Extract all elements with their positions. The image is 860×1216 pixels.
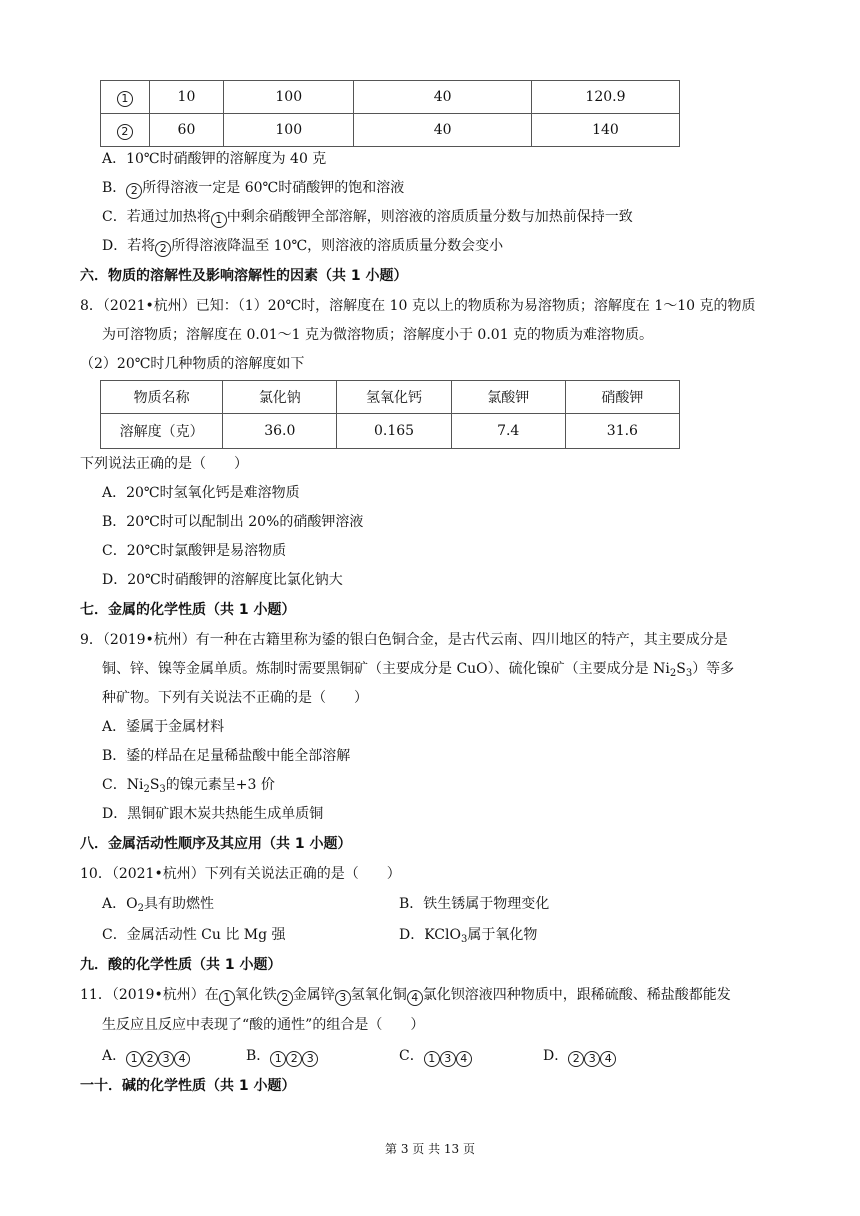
solubility-table (100, 380, 680, 449)
section-heading: 七．金属的化学性质（共 1 小题） (80, 602, 296, 618)
table-cell: 40 (354, 81, 532, 114)
circled-number: 3 (302, 1051, 318, 1067)
q10-stem: 10．（2021•杭州）下列有关说法正确的是（ ） (80, 866, 401, 882)
q9-option-d: D．黑铜矿跟木炭共热能生成单质铜 (102, 806, 324, 822)
circled-number: 4 (456, 1051, 472, 1067)
q8-stem-line1: 8．（2021•杭州）已知：（1）20℃时，溶解度在 10 克以上的物质称为易溶物质；溶解度在 1～10 克的物质 (80, 298, 756, 314)
q9-stem-line3: 种矿物。下列有关说法不正确的是（ ） (102, 690, 368, 706)
table-row (101, 114, 680, 147)
circled-number: 4 (600, 1051, 616, 1067)
table-header-row (101, 381, 680, 414)
circled-number: 3 (440, 1051, 456, 1067)
section-heading: 八．金属活动性顺序及其应用（共 1 小题） (80, 836, 352, 852)
table-row (101, 414, 680, 449)
table-cell: 40 (354, 114, 532, 147)
table-cell: 7.4 (451, 414, 565, 449)
circled-number: 2 (117, 124, 133, 140)
q8-option-b: B．20℃时可以配制出 20%的硝酸钾溶液 (102, 514, 364, 530)
q8-option-d: D．20℃时硝酸钾的溶解度比氯化钠大 (102, 572, 343, 588)
q10-option-c: C．金属活动性 Cu 比 Mg 强 (102, 927, 286, 943)
circled-number: 1 (219, 990, 235, 1006)
table-cell: 100 (224, 81, 354, 114)
q11-option-d: D． 2 3 4 (543, 1046, 616, 1067)
table-row (101, 81, 680, 114)
table-cell: 溶解度（克） (101, 414, 223, 449)
q10-option-a: A．$O_2$具有助燃性 (102, 896, 214, 914)
circled-number: 4 (174, 1051, 190, 1067)
table-cell: 100 (224, 114, 354, 147)
q9-stem-line2: 铜、锌、镍等金属单质。炼制时需要黑铜矿（主要成分是 CuO）、硫化镍矿（主要成分是 $Ni_2S_3$）等多 (102, 661, 735, 679)
q8-option-c: C．20℃时氯酸钾是易溶物质 (102, 543, 287, 559)
table-cell: 120.9 (531, 81, 679, 114)
q10-option-b: B．铁生锈属于物理变化 (399, 896, 550, 912)
q8-question: 下列说法正确的是（ ） (80, 456, 248, 472)
table-header-cell: 物质名称 (101, 381, 223, 414)
circled-number: 1 (126, 1051, 142, 1067)
q11-stem-line1: 11．（2019•杭州）在 1 氧化铁 2 金属锌 3 氢氧化铜 4 氯化钡溶液四种物质中，跟稀硫酸、稀盐酸都能发 (80, 987, 731, 1004)
circled-number: 2 (286, 1051, 302, 1067)
circled-number: 1 (270, 1051, 286, 1067)
q11-option-a: A． 1 2 3 4 (102, 1046, 190, 1067)
circled-number: 2 (126, 183, 142, 199)
q11-stem-line2: 生反应且反应中表现了“酸的通性”的组合是（ ） (102, 1017, 425, 1033)
q8-stem-line2: 为可溶物质；溶解度在 0.01～1 克为微溶物质；溶解度小于 0.01 克的物质为难溶物质。 (102, 327, 654, 343)
table-header-cell: 氯化钠 (223, 381, 337, 414)
q7-option-d: D．若将 2 所得溶液降温至 10℃，则溶液的溶质质量分数会变小 (102, 238, 504, 255)
table-cell: 36.0 (223, 414, 337, 449)
circled-number: 3 (584, 1051, 600, 1067)
q7-option-b: B． 2 所得溶液一定是 60℃时硝酸钾的饱和溶液 (102, 180, 405, 197)
q9-stem-line1: 9．（2019•杭州）有一种在古籍里称为鋈的银白色铜合金，是古代云南、四川地区的特产，其主要成分是 (80, 632, 728, 648)
q8-option-a: A．20℃时氢氧化钙是难溶物质 (102, 485, 300, 501)
q8-stem-line3: （2）20℃时几种物质的溶解度如下 (80, 356, 305, 372)
circled-number: 2 (155, 241, 171, 257)
section-heading: 六．物质的溶解性及影响溶解性的因素（共 1 小题） (80, 268, 408, 284)
circled-number: 3 (335, 990, 351, 1006)
circled-number: 1 (211, 212, 227, 228)
q9-option-a: A．鋈属于金属材料 (102, 719, 225, 735)
page-footer: 第 3 页 共 13 页 (385, 1142, 475, 1156)
circled-number: 2 (568, 1051, 584, 1067)
q7-option-a: A．10℃时硝酸钾的溶解度为 40 克 (102, 151, 327, 167)
q11-option-b: B． 1 2 3 (246, 1046, 318, 1067)
circled-number: 1 (424, 1051, 440, 1067)
table-header-cell: 氢氧化钙 (337, 381, 451, 414)
circled-number: 3 (158, 1051, 174, 1067)
table-header-cell: 氯酸钾 (451, 381, 565, 414)
section-heading: 九．酸的化学性质（共 1 小题） (80, 957, 282, 973)
table-cell: 140 (531, 114, 679, 147)
table-cell: 10 (149, 81, 224, 114)
q7-option-c: C．若通过加热将 1 中剩余硝酸钾全部溶解，则溶液的溶质质量分数与加热前保持一致 (102, 209, 633, 226)
circled-number: 2 (277, 990, 293, 1006)
circled-number: 1 (117, 91, 133, 107)
q9-option-c: C．$Ni_2S_3$的镍元素呈+3 价 (102, 777, 275, 795)
circled-number: 4 (407, 990, 423, 1006)
q11-option-c: C． 1 3 4 (399, 1046, 472, 1067)
q10-option-d: D．KClO$_3$属于氧化物 (399, 927, 538, 945)
circled-number: 2 (142, 1051, 158, 1067)
experiment-table (100, 80, 680, 147)
table-cell: 0.165 (337, 414, 451, 449)
table-cell: 60 (149, 114, 224, 147)
q9-option-b: B．鋈的样品在足量稀盐酸中能全部溶解 (102, 748, 351, 764)
table-cell: 31.6 (565, 414, 679, 449)
section-heading: 一十．碱的化学性质（共 1 小题） (80, 1078, 296, 1094)
table-header-cell: 硝酸钾 (565, 381, 679, 414)
